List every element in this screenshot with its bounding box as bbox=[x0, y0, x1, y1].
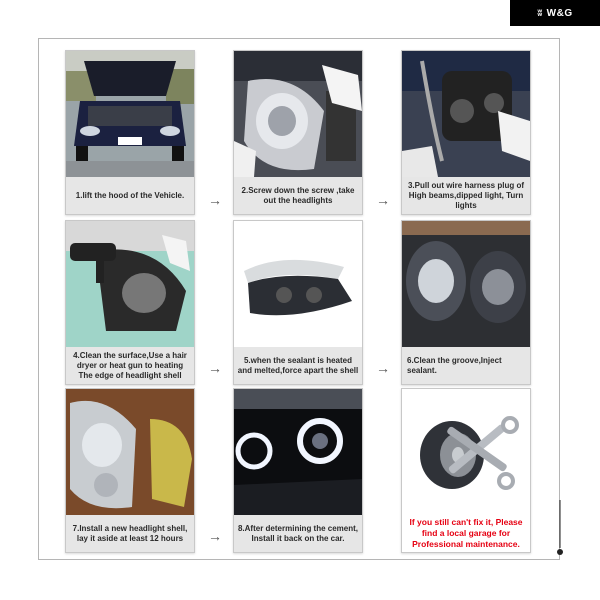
step-card-6 bbox=[401, 220, 531, 385]
step-card-5 bbox=[233, 220, 363, 385]
arrow-right-icon: → bbox=[376, 192, 390, 208]
step-7-caption: 7.Install a new headlight shell, lay it aside at least 12 hours bbox=[66, 515, 194, 552]
step-4-caption: 4.Clean the surface,Use a hair dryer or heat gun to heating The edge of headlight shell bbox=[66, 347, 194, 384]
step-card-2 bbox=[233, 50, 363, 215]
tire-wrench-icon bbox=[402, 389, 530, 515]
step-card-7 bbox=[65, 388, 195, 553]
wings-logo-icon: ʬ bbox=[537, 8, 543, 18]
step-1-caption: 1.lift the hood of the Vehicle. bbox=[66, 177, 194, 214]
step-8-photo bbox=[234, 389, 362, 515]
step-7-photo bbox=[66, 389, 194, 515]
step-3-photo bbox=[402, 51, 530, 177]
step-card-1 bbox=[65, 50, 195, 215]
step-card-8 bbox=[233, 388, 363, 553]
step-8-caption: 8.After determining the cement, Install it back on the car. bbox=[234, 515, 362, 552]
step-2-caption: 2.Screw down the screw ,take out the headlights bbox=[234, 177, 362, 214]
arrow-right-icon: → bbox=[208, 360, 222, 376]
step-6-caption: 6.Clean the groove,Inject sealant. bbox=[402, 347, 530, 384]
step-card-3 bbox=[401, 50, 531, 215]
step-6-photo bbox=[402, 221, 530, 347]
step-5-caption: 5.when the sealant is heated and melted,force apart the shell bbox=[234, 347, 362, 384]
step-2-photo bbox=[234, 51, 362, 177]
hanger-pin-icon bbox=[554, 500, 566, 560]
arrow-right-icon: → bbox=[208, 528, 222, 544]
brand-badge bbox=[510, 0, 600, 26]
arrow-right-icon: → bbox=[208, 192, 222, 208]
step-card-9 bbox=[401, 388, 531, 553]
step-9-caption: If you still can't fix it, Please find a local garage for Professional maintenance. bbox=[402, 515, 530, 552]
step-5-photo bbox=[234, 221, 362, 347]
arrow-right-icon: → bbox=[376, 360, 390, 376]
step-3-caption: 3.Pull out wire harness plug of High beams,dipped light, Turn lights bbox=[402, 177, 530, 214]
step-4-photo bbox=[66, 221, 194, 347]
step-card-4 bbox=[65, 220, 195, 385]
brand-name: W&G bbox=[546, 7, 573, 19]
step-1-photo bbox=[66, 51, 194, 177]
